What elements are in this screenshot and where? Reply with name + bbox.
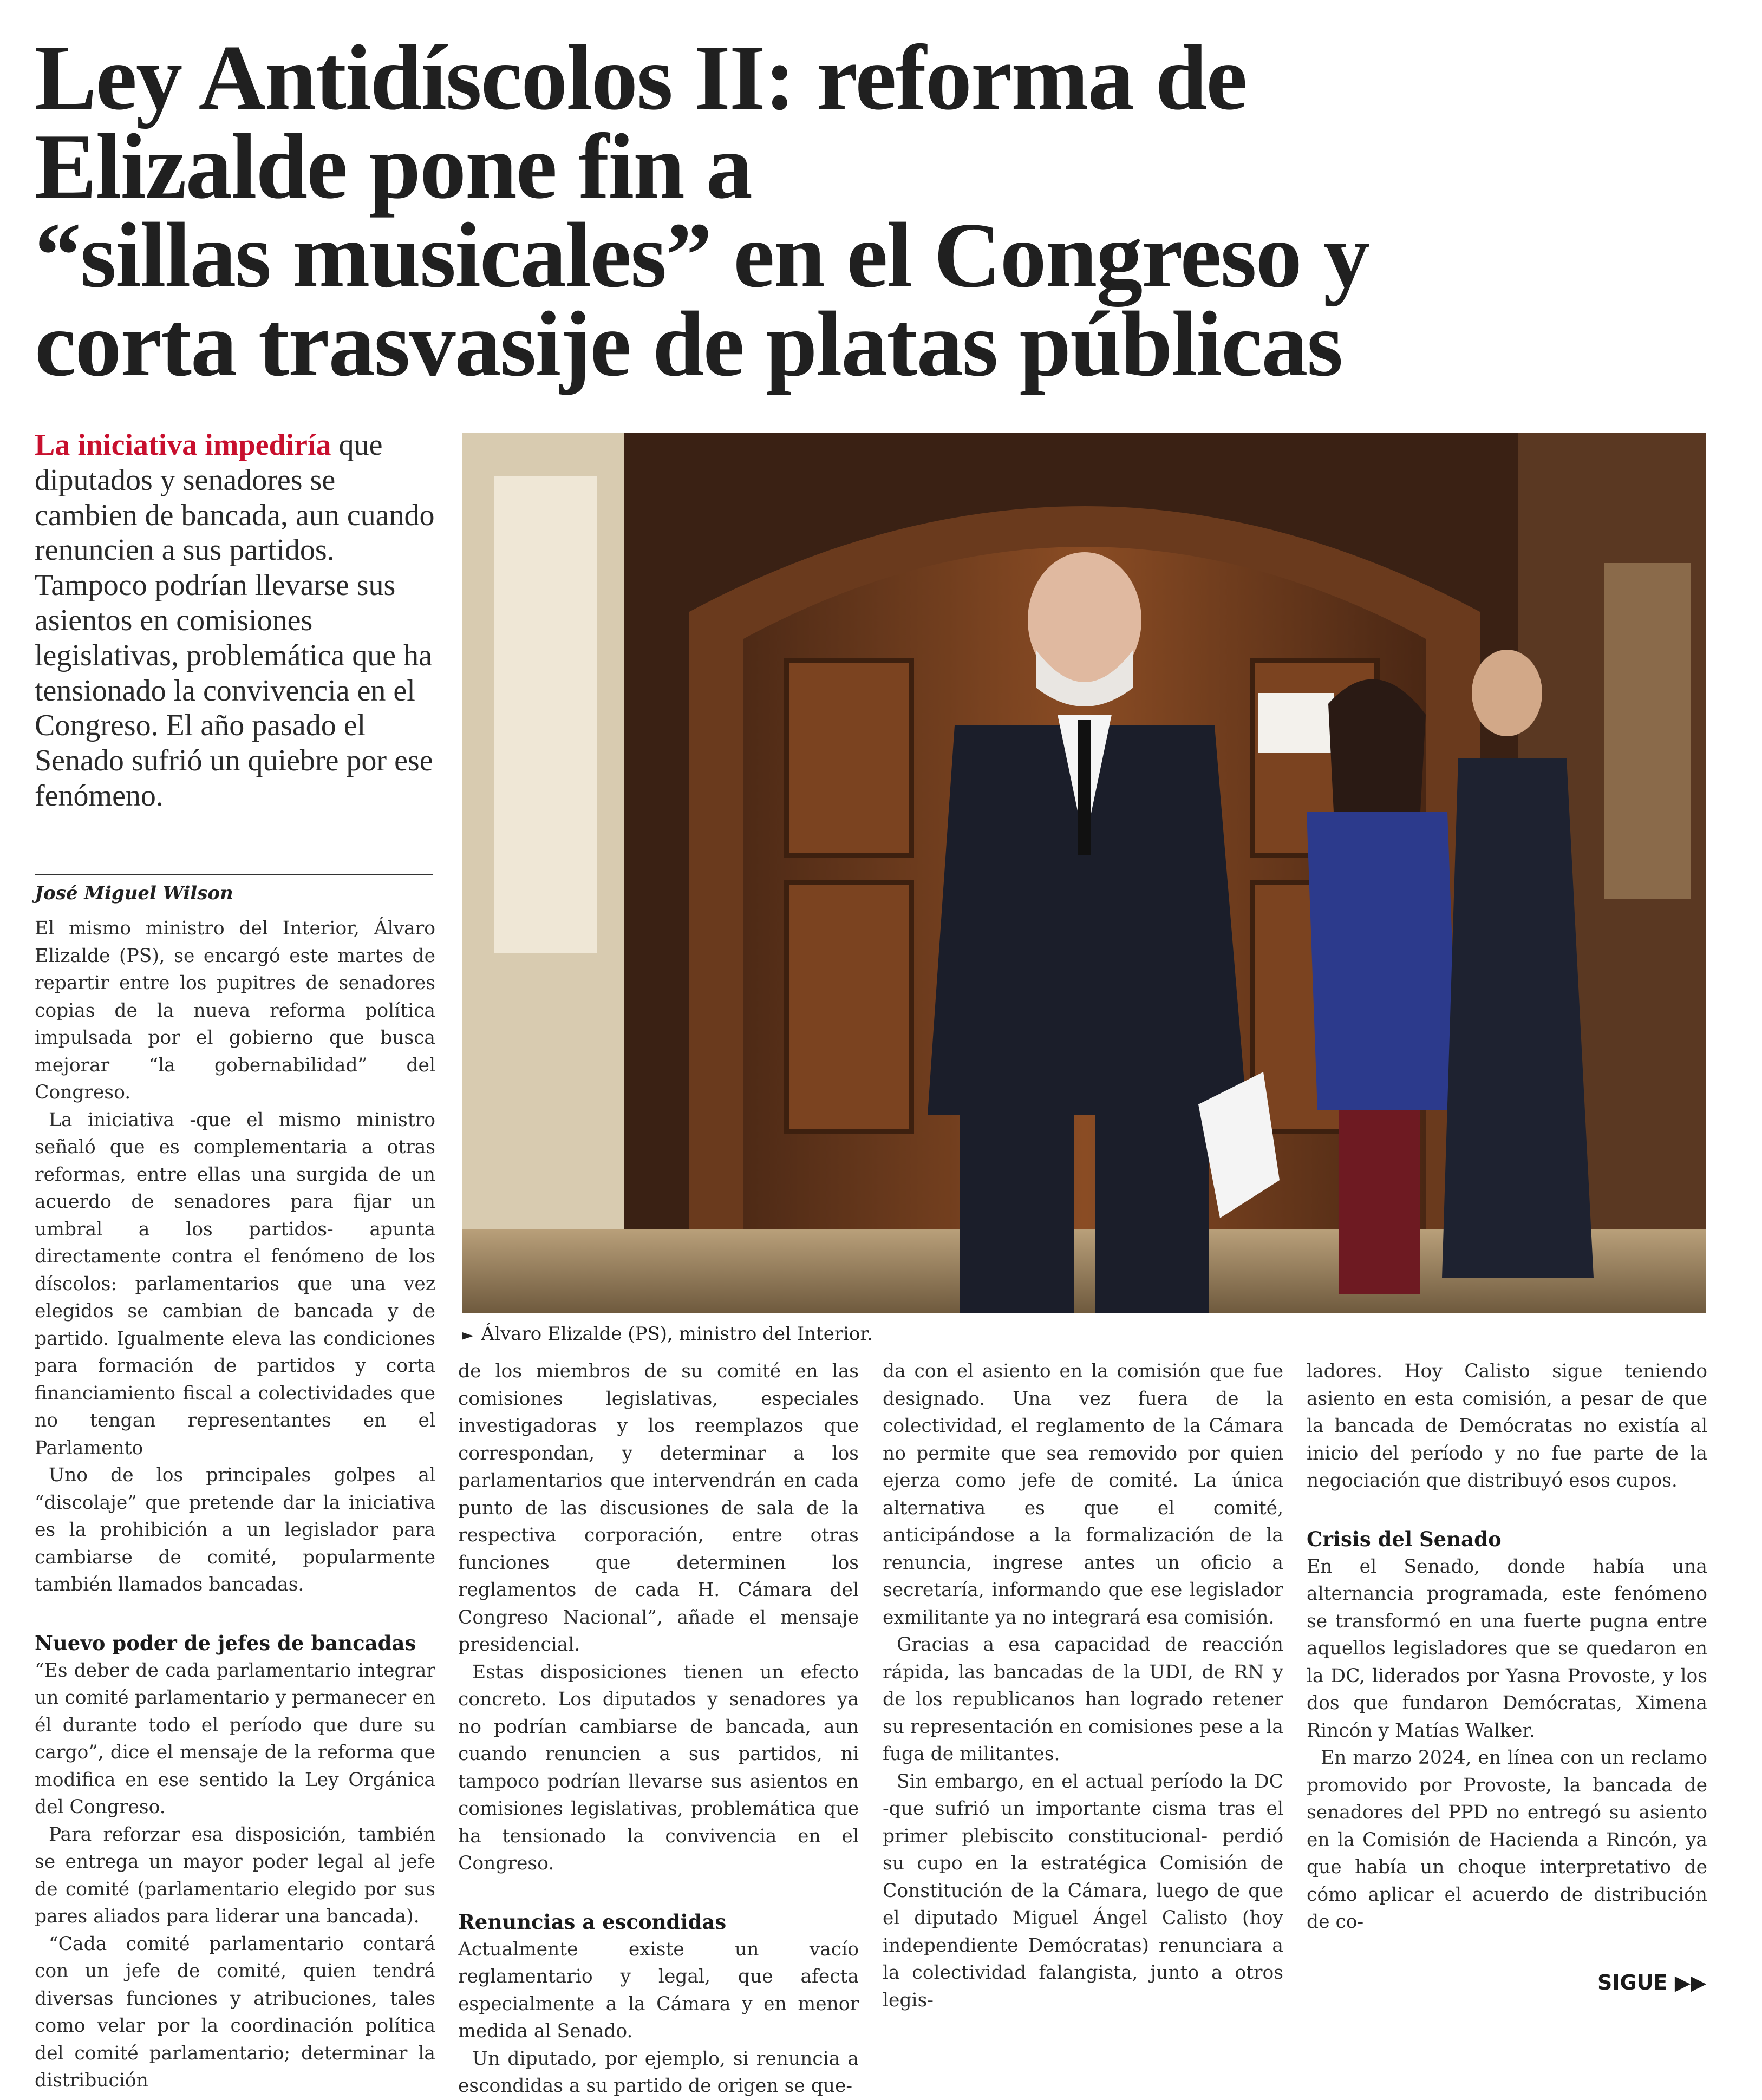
subheading-nuevo-poder: Nuevo poder de jefes de bancadas <box>35 1631 416 1655</box>
subheading-crisis-senado: Crisis del Senado <box>1307 1527 1502 1551</box>
headline-line-1: Ley Antidíscolos II: reforma de <box>35 27 1247 129</box>
body-paragraph: En marzo 2024, en línea con un reclamo promovido por Provoste, la bancada de senadores del PPD no entregó su asiento en la Comisión de Hacienda a Rincón, ya que había un choque interpretativo de cómo aplicar el acuerdo de distribución de co- <box>1307 1747 1707 1933</box>
body-paragraph: Para reforzar esa disposición, también se entrega un mayor poder legal al jefe de comité (parlamentario elegido por sus pares aliados para liderar una bancada). <box>35 1823 435 1927</box>
body-paragraph: El mismo ministro del Interior, Álvaro Elizalde (PS), se encargó este martes de repartir entre los pupitres de senadores copias de la nueva reforma política impulsada por el gobierno que busca mejorar “la gobernabilidad” del Congreso. <box>35 918 435 1103</box>
body-paragraph: Actualmente existe un vacío reglamentario y legal, que afecta especialmente a la Cámara y en menor medida al Senado. <box>458 1938 859 2042</box>
lead-text: que diputados y senadores se cambien de bancada, aun cuando renuncien a sus partidos. Tampoco podrían llevarse sus asientos en comisiones legislativas, problemática que ha tensionado la convivencia en el Congreso. El año pasado el Senado sufrió un quiebre por ese fenómeno. <box>35 428 435 813</box>
photo-illustration <box>462 433 1706 1313</box>
continue-marker: SIGUE ▶▶ <box>1597 1971 1707 1994</box>
body-paragraph: ladores. Hoy Calisto sigue teniendo asiento en esta comisión, a pesar de que la bancada de Demócratas no existía al inicio del período y no fue parte de la negociación que distribuyó esos cupos. <box>1307 1360 1707 1491</box>
body-paragraph: Gracias a esa capacidad de reacción rápida, las bancadas de la UDI, de RN y de los republicanos han logrado retener su representación en comisiones pese a la fuga de militantes. <box>883 1634 1283 1765</box>
subheading-renuncias: Renuncias a escondidas <box>458 1909 727 1934</box>
body-paragraph: Sin embargo, en el actual período la DC -que sufrió un importante cisma tras el primer plebiscito constitucional- perdió su cupo en la estratégica Comisión de Constitución de la Cámara, luego de que el diputado Miguel Ángel Calisto (hoy independiente Demócratas) renunciara a la colectividad falangista, junto a otros legis- <box>883 1770 1283 2011</box>
lead-paragraph <box>35 428 435 814</box>
body-paragraph: de los miembros de su comité en las comisiones legislativas, especiales investigadoras y los reemplazos que correspondan, y determinar a los parlamentarios que intervendrán en cada punto de las discusiones de sala de la respectiva corporación, entre otras funciones que determinen los reglamentos de cada H. Cámara del Congreso Nacional”, añade el mensaje presidencial. <box>458 1360 859 1656</box>
body-paragraph: Estas disposiciones tienen un efecto concreto. Los diputados y senadores ya no podrían cambiarse de bancada, aun cuando renuncien a sus partidos, ni tampoco podrían llevarse sus asientos en comisiones legislativas, problemática que ha tensionado la convivencia en el Congreso. <box>458 1661 859 1874</box>
headline-line-3: “sillas musicales” en el Congreso y <box>35 204 1369 307</box>
body-column-4 <box>1307 1358 1707 1936</box>
photo-caption <box>462 1320 1706 1349</box>
body-column-1 <box>35 915 435 2095</box>
body-paragraph: Uno de los principales golpes al “discolaje” que pretende dar la iniciativa es la prohibición a un legislador para cambiarse de comité, popularmente también llamados bancadas. <box>35 1464 435 1595</box>
byline: José Miguel Wilson <box>35 882 233 904</box>
body-paragraph: La iniciativa -que el mismo ministro señaló que es complementaria a otras reformas, entre ellas una surgida de un acuerdo de senadores para fijar un umbral a los partidos- apunta directamente contra el fenómeno de los díscolos: parlamentarios que una vez elegidos se cambian de bancada y de partido. Igualmente eleva las condiciones para formación de partidos y corta financiamiento fiscal a colectividades que no tengan representantes en el Parlamento <box>35 1109 435 1459</box>
caption-triangle-icon: ► <box>462 1326 474 1344</box>
body-column-2 <box>458 1358 859 2100</box>
byline-divider <box>35 874 433 875</box>
caption-text: Álvaro Elizalde (PS), ministro del Interior. <box>481 1323 873 1345</box>
body-paragraph: da con el asiento en la comisión que fue designado. Una vez fuera de la colectividad, el reglamento de la Cámara no permite que sea removido por quien ejerza como jefe de comité. La única alternativa es que el comité, anticipándose a la formalización de la renuncia, ingrese antes un oficio a secretaría, informando que ese legislador exmilitante ya no integrará esa comisión. <box>883 1360 1283 1628</box>
body-paragraph: “Es deber de cada parlamentario integrar un comité parlamentario y permanecer en él durante todo el período que dure su cargo”, dice el mensaje de la reforma que modifica en ese sentido la Ley Orgánica del Congreso. <box>35 1659 435 1818</box>
headline <box>35 27 1713 396</box>
body-column-3 <box>883 1358 1283 2014</box>
headline-line-4: corta trasvasije de platas públicas <box>35 293 1342 396</box>
news-photo <box>462 433 1706 1313</box>
lead-kicker: La iniciativa impediría <box>35 428 331 462</box>
body-paragraph: “Cada comité parlamentario contará con un jefe de comité, quien tendrá diversas funciones y atribuciones, tales como velar por la coordinación política del comité parlamentario; determinar la distribución <box>35 1933 435 2091</box>
body-paragraph: Un diputado, por ejemplo, si renuncia a escondidas a su partido de origen se que- <box>458 2047 859 2097</box>
headline-line-2: Elizalde pone fin a <box>35 115 752 218</box>
body-paragraph: En el Senado, donde había una alternancia programada, este fenómeno se transformó en una fuerte pugna entre aquellos legisladores que se quedaron en la DC, liderados por Yasna Provoste, y los dos que fundaron Demócratas, Ximena Rincón y Matías Walker. <box>1307 1555 1707 1742</box>
